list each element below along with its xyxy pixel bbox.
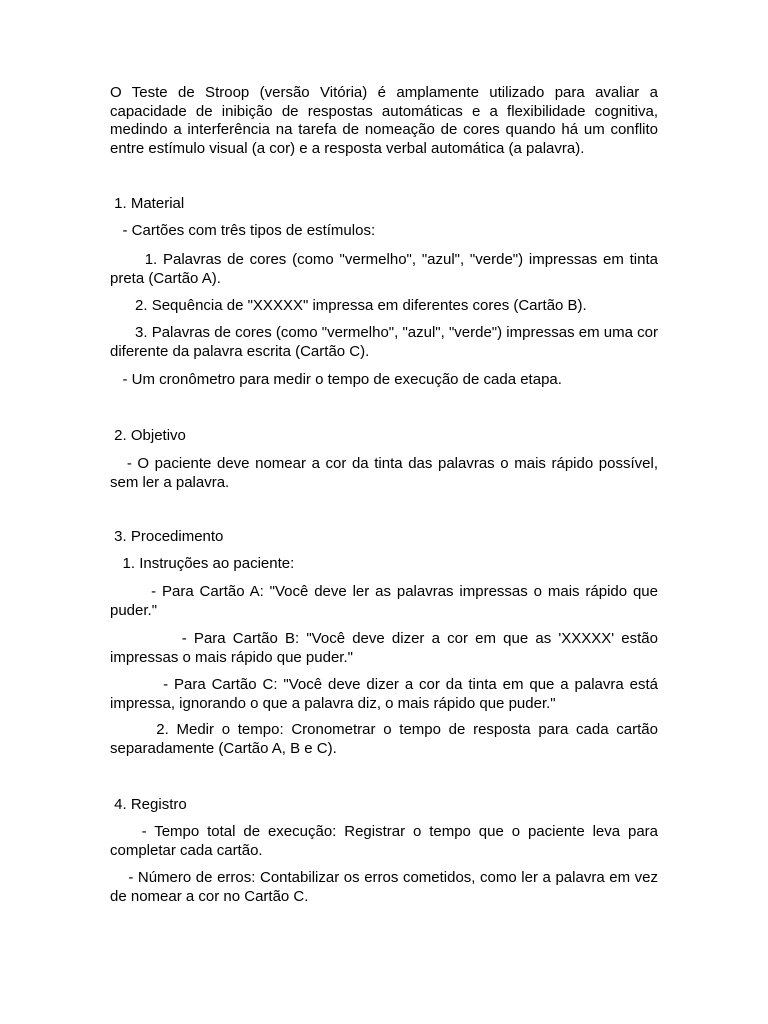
material-item: - Um cronômetro para medir o tempo de execução de cada etapa. [110,371,562,388]
objetivo-item: - O paciente deve nomear a cor da tinta das palavras o mais rápido possível, sem ler a palavra. [110,455,663,491]
procedimento-item: - Para Cartão A: "Você deve ler as palavras impressas o mais rápido que puder." [110,583,663,619]
procedimento-item: - Para Cartão B: "Você deve dizer a cor em que as 'XXXXX' estão impressas o mais rápido que puder." [110,630,663,666]
material-item: - Cartões com três tipos de estímulos: [110,222,376,239]
section-heading-material: 1. Material [110,195,185,212]
material-item: 3. Palavras de cores (como "vermelho", "azul", "verde") impressas em uma cor diferente da palavra escrita (Cartão C). [110,324,663,360]
procedimento-item: 1. Instruções ao paciente: [110,555,295,572]
material-item: 1. Palavras de cores (como "vermelho", "azul", "verde") impressas em tinta preta (Cartão A). [110,251,663,287]
procedimento-item: 2. Medir o tempo: Cronometrar o tempo de resposta para cada cartão separadamente (Cartão A, B e C). [110,721,663,757]
registro-item: - Número de erros: Contabilizar os erros cometidos, como ler a palavra em vez de nomear a cor no Cartão C. [110,869,663,905]
material-item: 2. Sequência de "XXXXX" impressa em diferentes cores (Cartão B). [110,297,587,314]
section-heading-procedimento: 3. Procedimento [110,528,224,545]
intro-paragraph: O Teste de Stroop (versão Vitória) é amplamente utilizado para avaliar a capacidade de inibição de respostas automáticas e a flexibilidade cognitiva, medindo a interferência na tarefa de nomeação de cores quando há um conflito entre estímulo visual (a cor) e a resposta verbal automática (a palavra). [110,84,663,157]
registro-item: - Tempo total de execução: Registrar o tempo que o paciente leva para completar cada cartão. [110,823,663,859]
section-heading-objetivo: 2. Objetivo [110,427,186,444]
procedimento-item: - Para Cartão C: "Você deve dizer a cor da tinta em que a palavra está impressa, ignorando o que a palavra diz, o mais rápido que puder." [110,676,663,712]
section-heading-registro: 4. Registro [110,796,187,813]
